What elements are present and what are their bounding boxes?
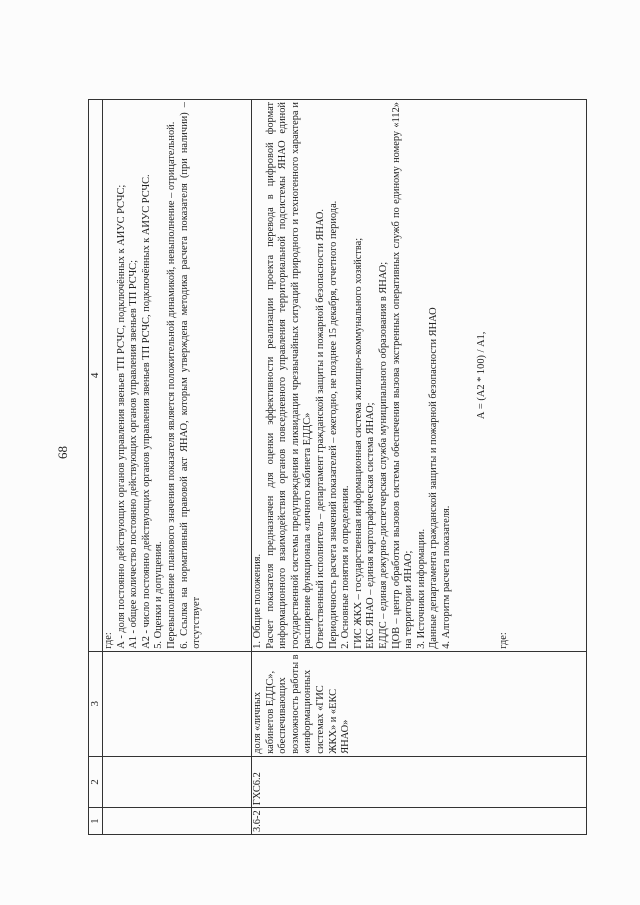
text-line: Периодичность расчета значений показателей – ежегодно, не позднее 15 декабря, отчетного периода. [327,200,339,649]
text-line: 1. Общие положения. [252,553,263,649]
indicator-name: доля «личных кабинетов ЕДДС», обеспечивающих возможность работы в «информационных системах «ГИС ЖКХ» и «ЕКС ЯНАО» [252,651,587,756]
header-cell: 1 [89,808,103,835]
methodology-cell [252,100,587,652]
indicator-code: ГХС6.2 [252,756,587,807]
header-cell: 3 [89,651,103,756]
text-line: 4. Алгоритм расчета показателя. [440,505,452,649]
text-line: ГИС ЖКХ – государственная информационная система жилищно-коммунального хозяйства; [352,237,364,649]
methodology-cell [103,100,252,652]
text-line: Ответственный исполнитель – департамент гражданской защиты и пожарной безопасности ЯНАО. [314,208,326,649]
row-number: 3.6-2 [252,808,587,835]
header-cell: 4 [89,100,103,652]
text-line: Данные департамента гражданской защиты и пожарной безопасности ЯНАО [428,307,440,649]
text-line: А1 - общее количество постоянно действующих органов управления звеньев ТП РСЧС; [128,260,140,649]
text-line: ЕКС ЯНАО – единая картографическая система ЯНАО; [365,402,377,649]
text-line: 6. Ссылка на нормативный правовой акт ЯНАО, которым утверждена методика расчета показателя (при наличии) – отсутствует [178,102,203,649]
text-line: где: [498,632,510,649]
text-line: 3. Источники информации. [415,528,427,649]
text-line: где: [103,632,114,649]
text-line: ЦОВ – центр обработки вызовов системы обеспечения вызова экстренных оперативных служб по единому номеру «112» на территории ЯНАО; [390,102,415,649]
header-cell: 2 [89,756,103,807]
text-line: ЕДДС – единая дежурно-диспетчерская служба муниципального образования в ЯНАО; [377,261,389,649]
empty-cell [103,651,252,756]
empty-cell [103,756,252,807]
text-line: 5. Оценки и допущения. [153,541,165,649]
text-line: Расчет показателя предназначен для оценки эффективности реализации проекта перевода в цифровой формат информационного взаимодействия органов повседневного управления территориальной подсистемы ЯНАО единой государственной системы предупреждения и ликвидации чрезвычайных ситуаций природного и техногенного характера и расширение функционала «личного кабинета ЕДДС» [264,102,314,649]
indicator-table [88,99,587,835]
formula: А = (А2 * 100) / А1, [475,331,487,420]
text-line: Перевыполнение планового значения показателя является положительной динамикой, невыполнение – отрицательной. [165,121,177,649]
page-number: 68 [55,446,70,459]
table-row [252,100,587,835]
empty-cell [103,808,252,835]
text-line: А - доля постоянно действующих органов управления звеньев ТП РСЧС, подключённых к АИУС РСЧС; [115,184,127,649]
text-line: 2. Основные понятия и определения. [340,485,352,649]
text-line: А2 - число постоянно действующих органов управления звеньев ТП РСЧС, подключённых к АИУС РСЧС. [140,174,152,649]
table-header-row [89,100,103,835]
table-row [103,100,252,835]
